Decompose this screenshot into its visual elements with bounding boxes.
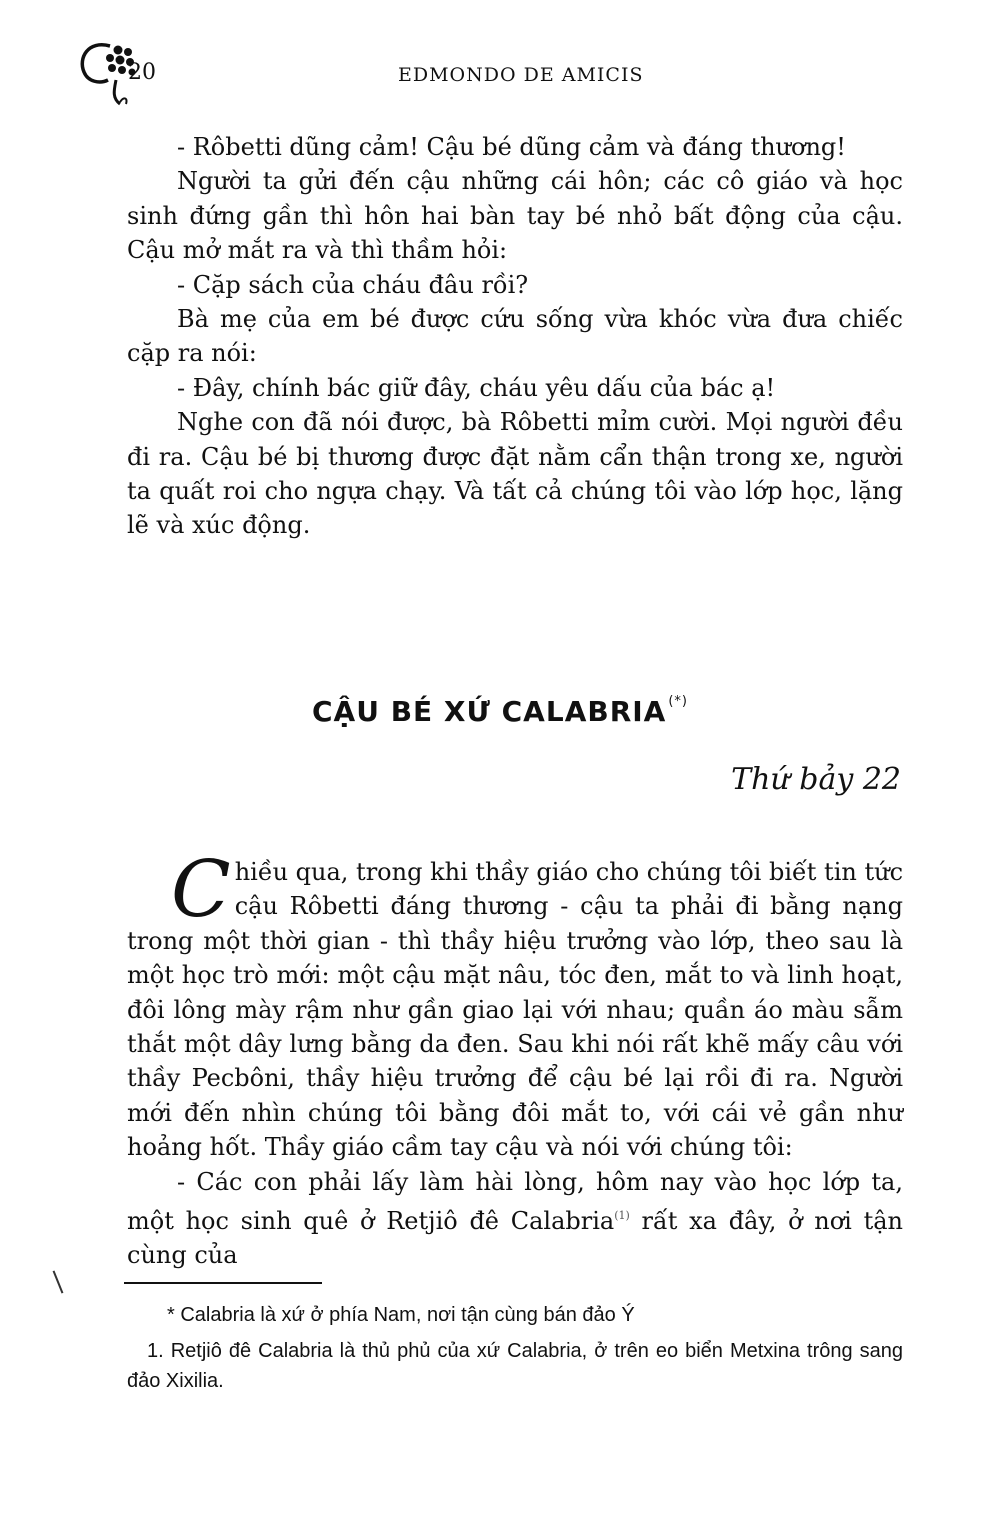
opening-paragraph-text: hiều qua, trong khi thầy giáo cho chúng tôi biết tin tức cậu Rôbetti đáng thương - cậu ta phải đi bằng nạng trong một thời gian - thì thầy hiệu trưởng vào lớp, theo sau là một học trò mới: một cậu mặt nâu, tóc đen, mắt to và linh hoạt, đôi lông mày rậm như gần giao lại với nhau; quần áo màu sẫm thắt một dây lưng bằng da đen. Sau khi nói rất khẽ mấy câu với thầy Pecbôni, thầy hiệu trưởng để cậu bé lại rồi đi ra. Người mới đến nhìn chúng tôi bằng đôi mắt to, với cái vẻ gần như hoảng hốt. Thầy giáo cầm tay cậu và nói với chúng tôi: (127, 858, 904, 1162)
chapter-title-footnote-mark: (*) (668, 694, 689, 709)
footnote: * Calabria là xứ ở phía Nam, nơi tận cùng bán đảo Ý (167, 1304, 635, 1326)
footnote: 1. Retjiô đê Calabria là thủ phủ của xứ Calabria, ở trên eo biển Metxina trông sang đảo Xixilia. (127, 1340, 903, 1392)
paragraph: Nghe con đã nói được, bà Rôbetti mỉm cười. Mọi người đều đi ra. Cậu bé bị thương được đặt nằm cẩn thận trong xe, người ta quất roi cho ngựa chạy. Và tất cả chúng tôi vào lớp học, lặng lẽ và xúc động. (127, 408, 903, 540)
speech-text-end: rất xa đây, ở nơi tận cùng của (127, 1207, 903, 1270)
chapter-title (0, 683, 1000, 731)
chapter-title-text: CẬU BÉ XỨ CALABRIA (311, 695, 667, 728)
paragraph: Người ta gửi đến cậu những cái hôn; các cô giáo và học sinh đứng gần thì hôn hai bàn tay bé nhỏ bất động của cậu. Cậu mở mắt ra và thì thầm hỏi: (127, 167, 903, 265)
footnotes (127, 1300, 903, 1396)
page-number: 20 (128, 60, 156, 85)
speech-text-start: - Các con phải lấy làm hài lòng, hôm nay vào học lớp ta, một học sinh quê ở Retjiô đê Calabria (127, 1167, 903, 1236)
paragraph: - Đây, chính bác giữ đây, cháu yêu dấu của bác ạ! (177, 373, 776, 402)
margin-mark (53, 1270, 64, 1293)
continued-story-text (127, 130, 903, 543)
paragraph: Bà mẹ của em bé được cứu sống vừa khóc vừa đưa chiếc cặp ra nói: (127, 305, 903, 368)
running-head: EDMONDO DE AMICIS (398, 64, 644, 86)
paragraph: - Rôbetti dũng cảm! Cậu bé dũng cảm và đáng thương! (177, 133, 846, 161)
speech-paragraph (127, 1165, 903, 1273)
dateline: Thứ bảy 22 (731, 762, 901, 797)
chapter-body (127, 845, 904, 1273)
footnote-divider (124, 1282, 322, 1284)
paragraph: - Cặp sách của cháu đâu rồi? (177, 270, 529, 299)
opening-paragraph (127, 845, 904, 1165)
footnote-reference: (1) (614, 1209, 630, 1223)
drop-cap: C (171, 845, 231, 935)
